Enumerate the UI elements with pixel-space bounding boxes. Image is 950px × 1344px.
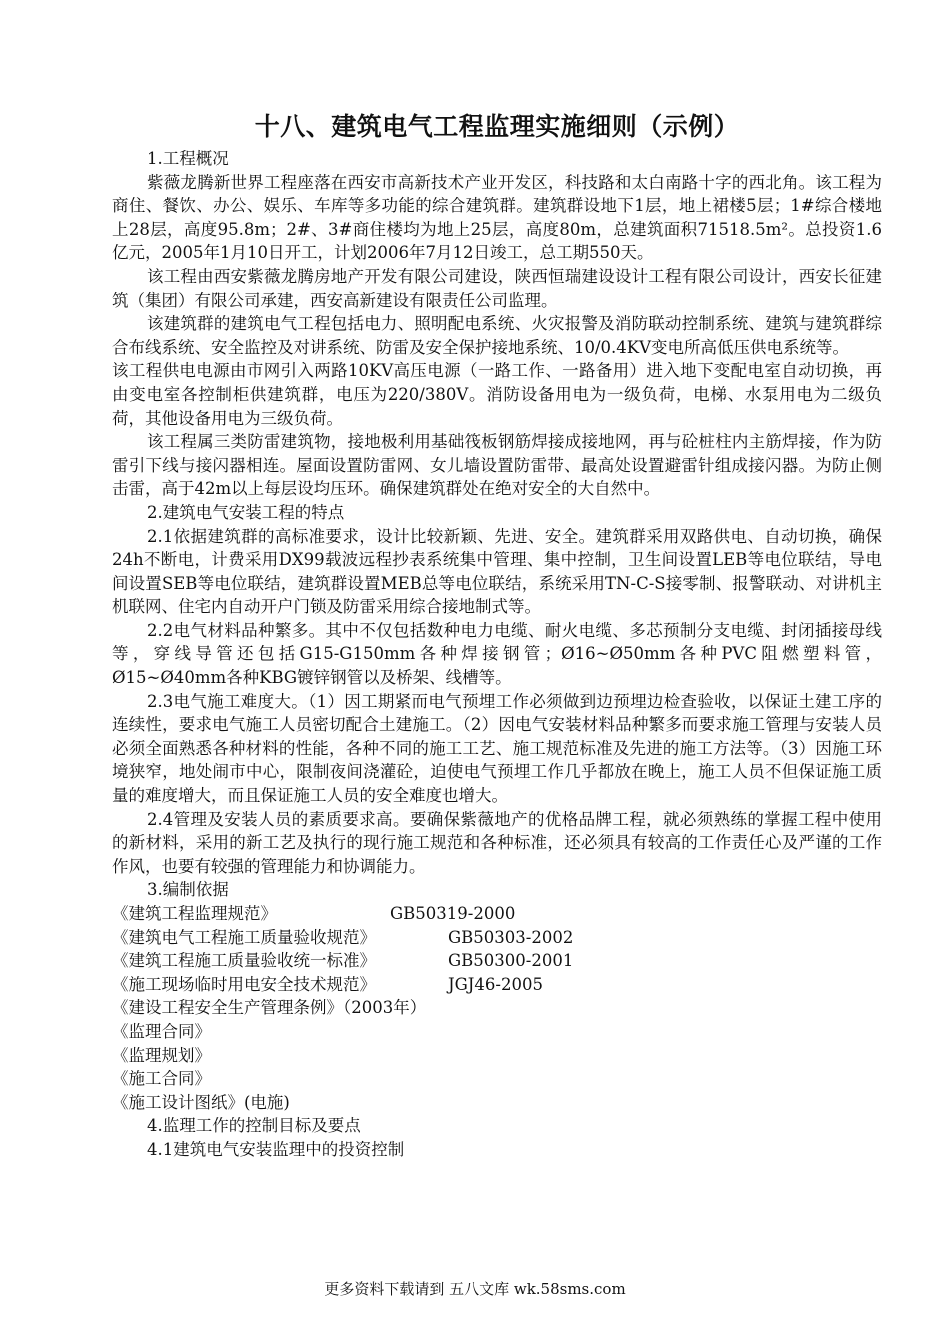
overview-paragraph-4: 该工程供电电源由市网引入两路10KV高压电源（一路工作、一路备用）进入地下变配电室自动切换，再由变电室各控制柜供建筑群，电压为220/380V。消防设备用电为一级负荷，电梯、水泵用电为二级负荷，其他设备用电为三级负荷。 <box>112 361 882 428</box>
feature-paragraph-2-4: 2.4管理及安装人员的素质要求高。要确保紫薇地产的优格品牌工程，就必须熟练的掌握工程中使用的新材料，采用的新工艺及执行的现行施工规范和各种标准，还必须具有较高的工作责任心及严谨的工作作风，也要有较强的管理能力和协调能力。 <box>112 809 882 876</box>
reference-name: 《建筑工程监理规范》 <box>112 904 277 923</box>
reference-code: GB50319-2000 <box>390 904 516 923</box>
reference-item <box>112 949 882 973</box>
reference-item <box>112 902 882 926</box>
section-4-1-heading: 4.1建筑电气安装监理中的投资控制 <box>147 1139 405 1159</box>
footer-text: 更多资料下载请到 五八文库 wk.58sms.com <box>324 1280 626 1298</box>
reference-item <box>112 1067 882 1091</box>
section-1-heading: 1.工程概况 <box>147 149 229 168</box>
overview-paragraph-1: 紫薇龙腾新世界工程座落在西安市高新技术产业开发区，科技路和太白南路十字的西北角。该工程为商住、餐饮、办公、娱乐、车库等多功能的综合建筑群。建筑群设地下1层，地上裙楼5层；1#综合楼地上28层，高度95.8m；2#、3#商住楼均为地上25层，高度80m，总建筑面积71518.5m²。总投资1.6亿元，2005年1月10日开工，计划2006年7月12日竣工，总工期550天。 <box>112 172 882 263</box>
reference-name: 《建筑工程施工质量验收统一标准》 <box>112 951 376 971</box>
reference-code: GB50300-2001 <box>448 951 574 971</box>
reference-code: JGJ46-2005 <box>448 974 543 994</box>
feature-paragraph-2-3: 2.3电气施工难度大。（1）因工期紧而电气预埋工作必须做到边预埋边检查验收，以保证土建工序的连续性，要求电气施工人员密切配合土建施工。（2）因电气安装材料品种繁多而要求施工管理与安装人员必须全面熟悉各种材料的性能，各种不同的施工工艺、施工规范标准及先进的施工方法等。（3）因施工环境狭窄，地处闹市中心，限制夜间浇灌砼，迫使电气预埋工作几乎都放在晚上，施工人员不但保证施工质量的难度增大，而且保证施工人员的安全难度也增大。 <box>112 691 882 806</box>
reference-item <box>112 1020 882 1044</box>
reference-code: GB50303-2002 <box>448 927 574 947</box>
reference-name: 《建筑电气工程施工质量验收规范》 <box>112 927 376 947</box>
reference-name: 《施工合同》 <box>112 1069 211 1089</box>
document-title: 十八、建筑电气工程监理实施细则（示例） <box>254 112 740 141</box>
reference-name: 《监理合同》 <box>112 1021 211 1041</box>
feature-paragraph-2-1: 2.1依据建筑群的高标准要求，设计比较新颖、先进、安全。建筑群采用双路供电、自动切换，确保24h不断电，计费采用DX99载波远程抄表系统集中管理、集中控制，卫生间设置LEB等电位联结，导电间设置SEB等电位联结，建筑群设置MEB总等电位联结，系统采用TN-C-S接零制、报警联动、对讲机主机联网、住宅内自动开户门锁及防雷采用综合接地制式等。 <box>112 526 882 617</box>
overview-paragraph-3: 该建筑群的建筑电气工程包括电力、照明配电系统、火灾报警及消防联动控制系统、建筑与建筑群综合布线系统、安全监控及对讲系统、防雷及安全保护接地系统、10/0.4KV变电所高低压供电系统等。 <box>112 314 882 357</box>
section-2-heading: 2.建筑电气安装工程的特点 <box>147 502 345 522</box>
reference-item <box>112 996 882 1020</box>
reference-name: 《施工现场临时用电安全技术规范》 <box>112 974 376 994</box>
overview-paragraph-2: 该工程由西安紫薇龙腾房地产开发有限公司建设，陕西恒瑞建设设计工程有限公司设计，西安长征建筑（集团）有限公司承建，西安高新建设有限责任公司监理。 <box>112 266 882 310</box>
reference-name: 《施工设计图纸》(电施) <box>112 1092 290 1112</box>
reference-item <box>112 973 882 997</box>
reference-name: 《建设工程安全生产管理条例》（2003年） <box>112 998 427 1018</box>
reference-item <box>112 1091 882 1115</box>
document-page <box>112 110 882 1162</box>
reference-item <box>112 1044 882 1068</box>
reference-item <box>112 926 882 950</box>
section-3-heading: 3.编制依据 <box>147 880 229 900</box>
overview-paragraph-5: 该工程属三类防雷建筑物，接地极利用基础筏板钢筋焊接成接地网，再与砼桩柱内主筋焊接，作为防雷引下线与接闪器相连。屋面设置防雷网、女儿墙设置防雷带、最高处设置避雷针组成接闪器。为防止侧击雷，高于42m以上每层设均压环。确保建筑群处在绝对安全的大自然中。 <box>112 432 882 499</box>
reference-list <box>112 902 882 1114</box>
feature-paragraph-2-2: 2.2电气材料品种繁多。其中不仅包括数种电力电缆、耐火电缆、多芯预制分支电缆、封闭插接母线等，穿线导管还包括G15-G150mm各种焊接钢管；Ø16~Ø50mm各种PVC阻燃塑料管，Ø15~Ø40mm各种KBG镀锌钢管以及桥架、线槽等。 <box>112 620 882 688</box>
section-4-heading: 4.监理工作的控制目标及要点 <box>147 1116 361 1136</box>
reference-name: 《监理规划》 <box>112 1045 211 1065</box>
